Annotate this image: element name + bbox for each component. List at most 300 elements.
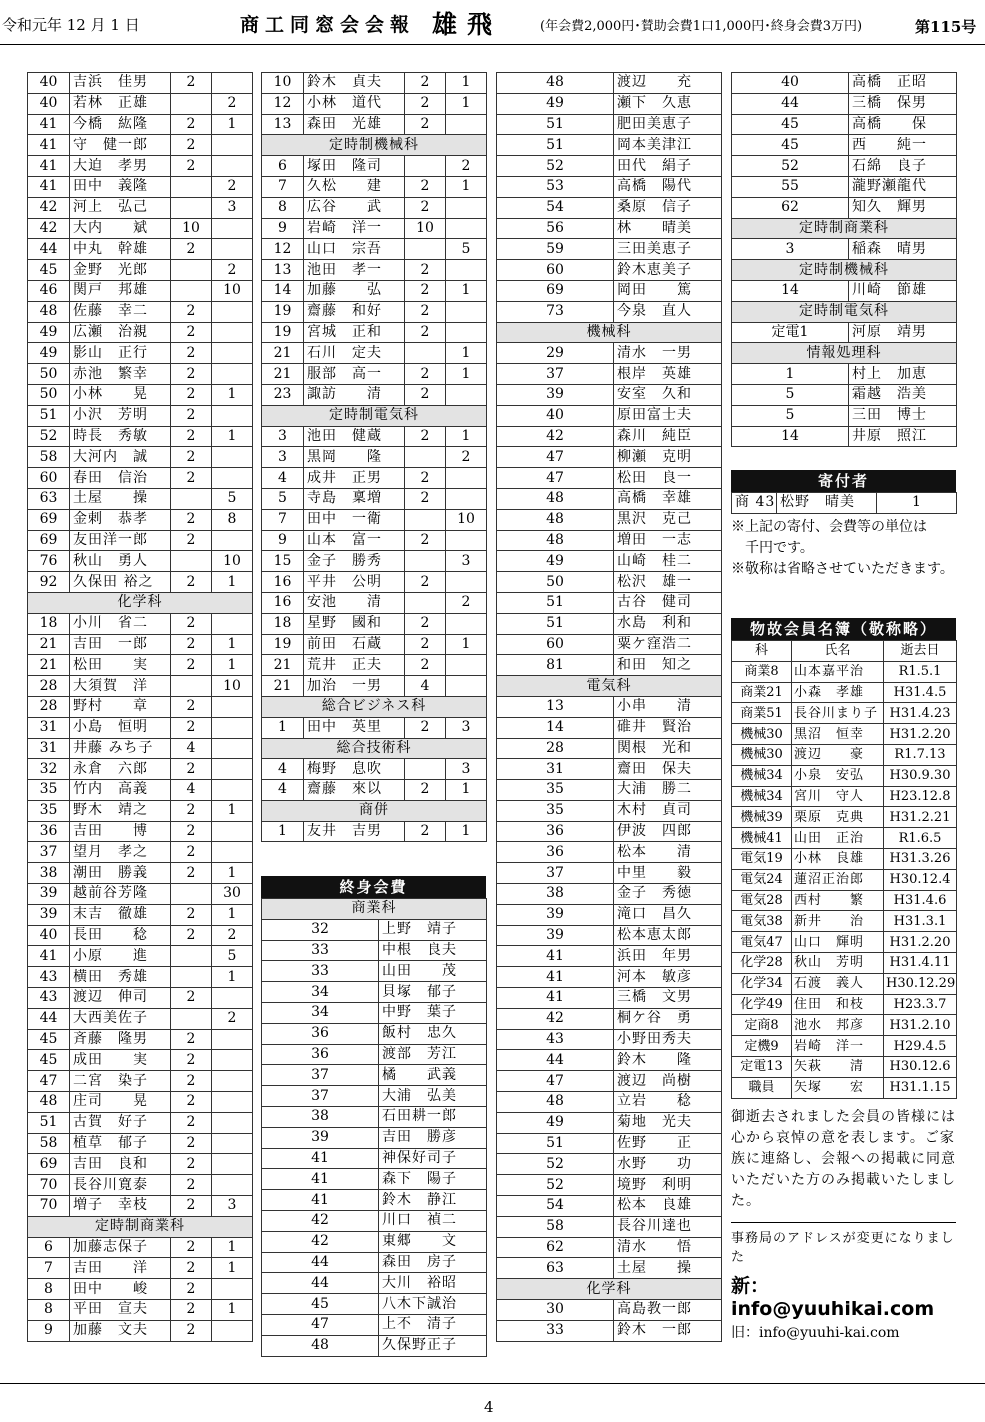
member-row (497, 800, 722, 821)
graduation-year: 7 (28, 1258, 70, 1279)
member-row (28, 800, 253, 821)
fee-amount: 2 (171, 904, 212, 925)
fee-amount: 2 (171, 156, 212, 177)
member-name: 加藤 弘 (304, 280, 405, 301)
member-row (28, 1300, 253, 1321)
member-name: 大須賀 洋 (70, 676, 171, 697)
fee-amount: 2 (171, 572, 212, 593)
member-row (28, 946, 253, 967)
fee-amount: 2 (171, 509, 212, 530)
donation-amount (212, 1133, 253, 1154)
donor-notes (731, 517, 956, 580)
member-name: 平田 宣夫 (70, 1300, 171, 1321)
fee-amount: 2 (405, 114, 446, 135)
member-name: 時長 秀敏 (70, 426, 171, 447)
graduation-year: 47 (497, 447, 614, 468)
member-name: 田中 義隆 (70, 176, 171, 197)
member-row (497, 405, 722, 426)
fee-amount: 2 (405, 322, 446, 343)
member-name: 小沢 芳明 (70, 405, 171, 426)
graduation-year: 52 (497, 1175, 614, 1196)
donation-amount (212, 613, 253, 634)
graduation-year: 41 (28, 135, 70, 156)
member-row (28, 717, 253, 738)
donation-amount: 1 (212, 1300, 253, 1321)
deceased-row (732, 1036, 957, 1057)
donation-amount: 5 (446, 239, 487, 260)
member-row (28, 426, 253, 447)
lifetime-fee-table (261, 898, 487, 1357)
donation-amount: 5 (212, 946, 253, 967)
section-header-row (262, 696, 487, 717)
fee-amount: 2 (171, 1196, 212, 1217)
donation-amount (212, 73, 253, 94)
member-name: 齋藤 和好 (304, 301, 405, 322)
member-name: 村上 加恵 (849, 364, 957, 385)
graduation-year: 51 (497, 135, 614, 156)
section-header-row (732, 260, 957, 281)
graduation-year: 60 (28, 468, 70, 489)
member-name: 柳瀬 克明 (614, 447, 722, 468)
member-name: 梅野 息吹 (304, 759, 405, 780)
member-name: 古賀 好子 (70, 1112, 171, 1133)
member-row (28, 884, 253, 905)
fee-amount: 2 (171, 426, 212, 447)
member-row (262, 676, 487, 697)
graduation-year: 92 (28, 572, 70, 593)
graduation-year: 48 (497, 530, 614, 551)
old-email: 旧：info@yuuhi-kai.com (731, 1324, 900, 1341)
member-row (262, 1314, 487, 1335)
graduation-year: 19 (262, 301, 304, 322)
fee-amount: 2 (171, 655, 212, 676)
deceased-name: 池水 邦彦 (792, 1015, 884, 1036)
section-title: 情報処理科 (732, 343, 957, 364)
member-name: 水島 利和 (614, 613, 722, 634)
member-name: 関戸 邦雄 (70, 280, 171, 301)
donation-amount: 1 (446, 634, 487, 655)
member-row (28, 655, 253, 676)
member-row (28, 218, 253, 239)
deceased-name: 小森 孝雄 (792, 682, 884, 703)
graduation-year: 60 (497, 634, 614, 655)
graduation-year: 51 (28, 1112, 70, 1133)
graduation-year: 42 (262, 1210, 379, 1231)
member-name: 齋田 保夫 (614, 759, 722, 780)
member-name: 林 晴美 (614, 218, 722, 239)
graduation-year: 39 (262, 1127, 379, 1148)
note-line: ※上記の寄付、会費等の単位は (731, 518, 927, 535)
donation-amount (212, 364, 253, 385)
member-row (28, 780, 253, 801)
member-row (497, 301, 722, 322)
donation-amount: 2 (212, 93, 253, 114)
donation-amount (212, 156, 253, 177)
fee-amount: 2 (171, 364, 212, 385)
member-name: 清水 一男 (614, 343, 722, 364)
member-name: 岩崎 洋一 (304, 218, 405, 239)
section-title: 定時制電気科 (732, 301, 957, 322)
deceased-class: 電気38 (732, 911, 792, 932)
graduation-year: 28 (497, 738, 614, 759)
graduation-year: 38 (497, 884, 614, 905)
graduation-year: 58 (497, 1216, 614, 1237)
member-row (732, 426, 957, 447)
fee-amount: 2 (171, 759, 212, 780)
member-row (262, 73, 487, 94)
donation-amount: 1 (212, 572, 253, 593)
member-row (732, 280, 957, 301)
member-row (732, 135, 957, 156)
donation-amount (212, 696, 253, 717)
member-row (28, 1175, 253, 1196)
member-name: 春田 信治 (70, 468, 171, 489)
graduation-year: 9 (28, 1320, 70, 1341)
graduation-year: 21 (28, 634, 70, 655)
member-name: 高橋 陽代 (614, 176, 722, 197)
graduation-year: 42 (497, 426, 614, 447)
deceased-name: 長谷川まり子 (792, 703, 884, 724)
deceased-row (732, 661, 957, 682)
fee-amount: 2 (405, 364, 446, 385)
member-row (497, 696, 722, 717)
donation-amount (212, 717, 253, 738)
member-row (497, 592, 722, 613)
deceased-class: 化学28 (732, 952, 792, 973)
donation-amount: 1 (212, 863, 253, 884)
section-header-row (28, 1216, 253, 1237)
member-name: 中里 毅 (614, 863, 722, 884)
header-class: 科 (732, 641, 792, 662)
fee-amount: 2 (405, 468, 446, 489)
graduation-year: 31 (28, 717, 70, 738)
donor-class: 商 43 (732, 493, 777, 514)
member-row (497, 1258, 722, 1279)
member-name: 橘 武義 (379, 1065, 487, 1086)
member-name: 望月 孝之 (70, 842, 171, 863)
donation-amount: 1 (446, 343, 487, 364)
member-name: 中丸 幹雄 (70, 239, 171, 260)
deceased-name: 山本嘉平治 (792, 661, 884, 682)
member-name: 松沢 雄一 (614, 572, 722, 593)
fee-amount (405, 156, 446, 177)
deceased-date: H31.2.10 (884, 1015, 957, 1036)
graduation-year: 定電1 (732, 322, 849, 343)
member-row (28, 1154, 253, 1175)
donation-amount: 1 (446, 280, 487, 301)
graduation-year: 41 (497, 946, 614, 967)
member-name: 友井 吉男 (304, 821, 405, 842)
member-row (497, 1029, 722, 1050)
graduation-year: 40 (497, 405, 614, 426)
section-header-row (497, 1279, 722, 1300)
member-row (28, 405, 253, 426)
member-name: 池田 孝一 (304, 260, 405, 281)
member-row (262, 364, 487, 385)
fee-amount: 2 (171, 1092, 212, 1113)
member-row (28, 1320, 253, 1341)
member-name: 小林 道代 (304, 93, 405, 114)
member-name: 八木下誠治 (379, 1294, 487, 1315)
fee-amount (171, 967, 212, 988)
donation-amount (446, 468, 487, 489)
member-name: 和田 知之 (614, 655, 722, 676)
member-row (262, 1190, 487, 1211)
member-name: 渡部 芳江 (379, 1044, 487, 1065)
fee-amount: 2 (171, 1279, 212, 1300)
graduation-year: 58 (28, 447, 70, 468)
graduation-year: 48 (28, 1092, 70, 1113)
fee-amount: 2 (405, 197, 446, 218)
member-row (262, 780, 487, 801)
donation-amount (446, 676, 487, 697)
member-name: 河上 弘己 (70, 197, 171, 218)
fee-amount (405, 447, 446, 468)
graduation-year: 49 (28, 343, 70, 364)
graduation-year: 1 (262, 717, 304, 738)
donors-table (731, 492, 957, 514)
fee-amount: 2 (171, 1237, 212, 1258)
graduation-year: 35 (28, 800, 70, 821)
graduation-year: 8 (28, 1300, 70, 1321)
member-row (497, 426, 722, 447)
fee-amount: 2 (171, 717, 212, 738)
member-name: 上不 清子 (379, 1314, 487, 1335)
member-name: 高橋 保 (849, 114, 957, 135)
member-name: 西 純一 (849, 135, 957, 156)
member-row (262, 717, 487, 738)
member-name: 知久 輝男 (849, 197, 957, 218)
member-name: 植草 郁子 (70, 1133, 171, 1154)
member-name: 安池 清 (304, 592, 405, 613)
graduation-year: 47 (497, 1071, 614, 1092)
member-row (28, 1237, 253, 1258)
issue-number: 第115号 (915, 18, 977, 36)
member-row (28, 322, 253, 343)
member-row (262, 940, 487, 961)
donation-amount (212, 1112, 253, 1133)
donation-amount (212, 135, 253, 156)
deceased-class: 電気28 (732, 890, 792, 911)
member-name: 小野田秀夫 (614, 1029, 722, 1050)
member-name: 森川 純臣 (614, 426, 722, 447)
graduation-year: 55 (732, 176, 849, 197)
member-row (262, 982, 487, 1003)
member-row (497, 509, 722, 530)
member-row (497, 364, 722, 385)
member-row (732, 322, 957, 343)
member-name: 渡辺 充 (614, 73, 722, 94)
fee-info: (年会費2,000円･賛助会費1口1,000円･終身会費3万円) (540, 19, 863, 34)
donation-amount (212, 1154, 253, 1175)
deceased-row (732, 1015, 957, 1036)
member-name: 大内 斌 (70, 218, 171, 239)
deceased-class: 定商8 (732, 1015, 792, 1036)
member-name: 庄司 晃 (70, 1092, 171, 1113)
graduation-year: 13 (262, 114, 304, 135)
fee-amount: 2 (171, 1050, 212, 1071)
graduation-year: 40 (28, 73, 70, 94)
section-header-row (732, 218, 957, 239)
fee-amount: 2 (171, 1029, 212, 1050)
member-name: 鈴木 貞夫 (304, 73, 405, 94)
fee-amount: 2 (171, 1154, 212, 1175)
member-row (28, 572, 253, 593)
member-name: 高橋 幸雄 (614, 488, 722, 509)
deceased-class: 職員 (732, 1077, 792, 1098)
member-row (262, 239, 487, 260)
deceased-name: 山田 正治 (792, 828, 884, 849)
donation-amount (446, 114, 487, 135)
member-name: 増田 一志 (614, 530, 722, 551)
donation-amount (212, 1175, 253, 1196)
graduation-year: 32 (28, 759, 70, 780)
fee-amount: 2 (171, 114, 212, 135)
member-name: 寺島 稟増 (304, 488, 405, 509)
member-name: 松田 良一 (614, 468, 722, 489)
member-name: 菊地 光夫 (614, 1112, 722, 1133)
fee-amount: 2 (171, 384, 212, 405)
member-name: 長谷川寛泰 (70, 1175, 171, 1196)
member-name: 石田耕一郎 (379, 1106, 487, 1127)
member-row (262, 488, 487, 509)
member-name: 野村 章 (70, 696, 171, 717)
graduation-year: 37 (497, 863, 614, 884)
graduation-year: 3 (262, 426, 304, 447)
fee-amount (171, 1008, 212, 1029)
member-name: 金子 勝秀 (304, 551, 405, 572)
member-name: 広谷 武 (304, 197, 405, 218)
member-name: 吉田 洋 (70, 1258, 171, 1279)
header-date: 逝去日 (884, 641, 957, 662)
deceased-date: R1.7.13 (884, 744, 957, 765)
column-2 (261, 72, 486, 842)
fee-amount: 2 (171, 634, 212, 655)
member-name: 土屋 操 (614, 1258, 722, 1279)
donation-amount (212, 405, 253, 426)
donation-amount: 3 (446, 717, 487, 738)
deceased-name: 秋山 芳明 (792, 952, 884, 973)
member-row (497, 1320, 722, 1341)
graduation-year: 51 (28, 405, 70, 426)
member-row (732, 156, 957, 177)
lifetime-fee-title: 終身会費 (261, 876, 486, 898)
graduation-year: 21 (28, 655, 70, 676)
donation-amount: 1 (212, 634, 253, 655)
graduation-year: 16 (262, 572, 304, 593)
donation-amount (212, 738, 253, 759)
member-row (497, 135, 722, 156)
graduation-year: 43 (28, 967, 70, 988)
member-name: 小串 清 (614, 696, 722, 717)
graduation-year: 45 (28, 1050, 70, 1071)
member-name: 飯村 忠久 (379, 1023, 487, 1044)
deceased-name: 矢塚 宏 (792, 1077, 884, 1098)
donation-amount: 10 (212, 551, 253, 572)
fee-amount (171, 676, 212, 697)
graduation-year: 69 (28, 1154, 70, 1175)
deceased-class: 機械30 (732, 724, 792, 745)
deceased-row (732, 911, 957, 932)
fee-amount: 2 (171, 447, 212, 468)
graduation-year: 48 (262, 1335, 379, 1356)
donation-amount (212, 468, 253, 489)
member-name: 竹内 高義 (70, 780, 171, 801)
member-row (497, 717, 722, 738)
graduation-year: 33 (262, 961, 379, 982)
fee-amount: 4 (171, 738, 212, 759)
graduation-year: 70 (28, 1196, 70, 1217)
fee-amount: 2 (171, 239, 212, 260)
member-name: 境野 利明 (614, 1175, 722, 1196)
graduation-year: 12 (262, 93, 304, 114)
member-name: 増子 幸枝 (70, 1196, 171, 1217)
member-row (497, 156, 722, 177)
graduation-year: 23 (262, 384, 304, 405)
member-name: 三田美恵子 (614, 239, 722, 260)
member-row (497, 842, 722, 863)
graduation-year: 38 (28, 863, 70, 884)
graduation-year: 6 (28, 1237, 70, 1258)
member-name: 河本 敏彦 (614, 967, 722, 988)
deceased-date: H31.4.23 (884, 703, 957, 724)
deceased-section (731, 618, 956, 1342)
graduation-year: 30 (497, 1300, 614, 1321)
donors-section (731, 470, 956, 580)
member-row (497, 1008, 722, 1029)
member-row (497, 1133, 722, 1154)
section-header-row (262, 738, 487, 759)
deceased-date: H31.2.20 (884, 724, 957, 745)
donation-amount: 2 (446, 592, 487, 613)
graduation-year: 52 (497, 156, 614, 177)
donation-amount (212, 821, 253, 842)
graduation-year: 5 (262, 488, 304, 509)
donation-amount (212, 759, 253, 780)
graduation-year: 31 (497, 759, 614, 780)
member-row (28, 1279, 253, 1300)
member-name: 桐ケ谷 勇 (614, 1008, 722, 1029)
member-row (262, 343, 487, 364)
graduation-year: 48 (28, 301, 70, 322)
section-title: 定時制電気科 (262, 405, 487, 426)
fee-amount: 2 (405, 634, 446, 655)
newsletter-name: 雄飛 (432, 10, 503, 39)
graduation-year: 13 (262, 260, 304, 281)
donation-amount: 1 (446, 73, 487, 94)
deceased-date: R1.5.1 (884, 661, 957, 682)
graduation-year: 41 (262, 1190, 379, 1211)
graduation-year: 41 (28, 114, 70, 135)
member-name: 安室 久和 (614, 384, 722, 405)
graduation-year: 33 (497, 1320, 614, 1341)
graduation-year: 50 (28, 364, 70, 385)
donation-amount (446, 488, 487, 509)
graduation-year: 53 (497, 176, 614, 197)
member-name: 三橋 文男 (614, 988, 722, 1009)
section-header-row (262, 135, 487, 156)
donation-amount: 2 (446, 156, 487, 177)
member-name: 齋藤 來以 (304, 780, 405, 801)
member-row (262, 961, 487, 982)
member-row (28, 530, 253, 551)
fee-amount: 2 (405, 384, 446, 405)
member-row (28, 488, 253, 509)
member-row (262, 551, 487, 572)
donation-amount (212, 842, 253, 863)
newsletter-title: 商工同窓会会報 (240, 14, 416, 36)
fee-amount: 2 (171, 1175, 212, 1196)
